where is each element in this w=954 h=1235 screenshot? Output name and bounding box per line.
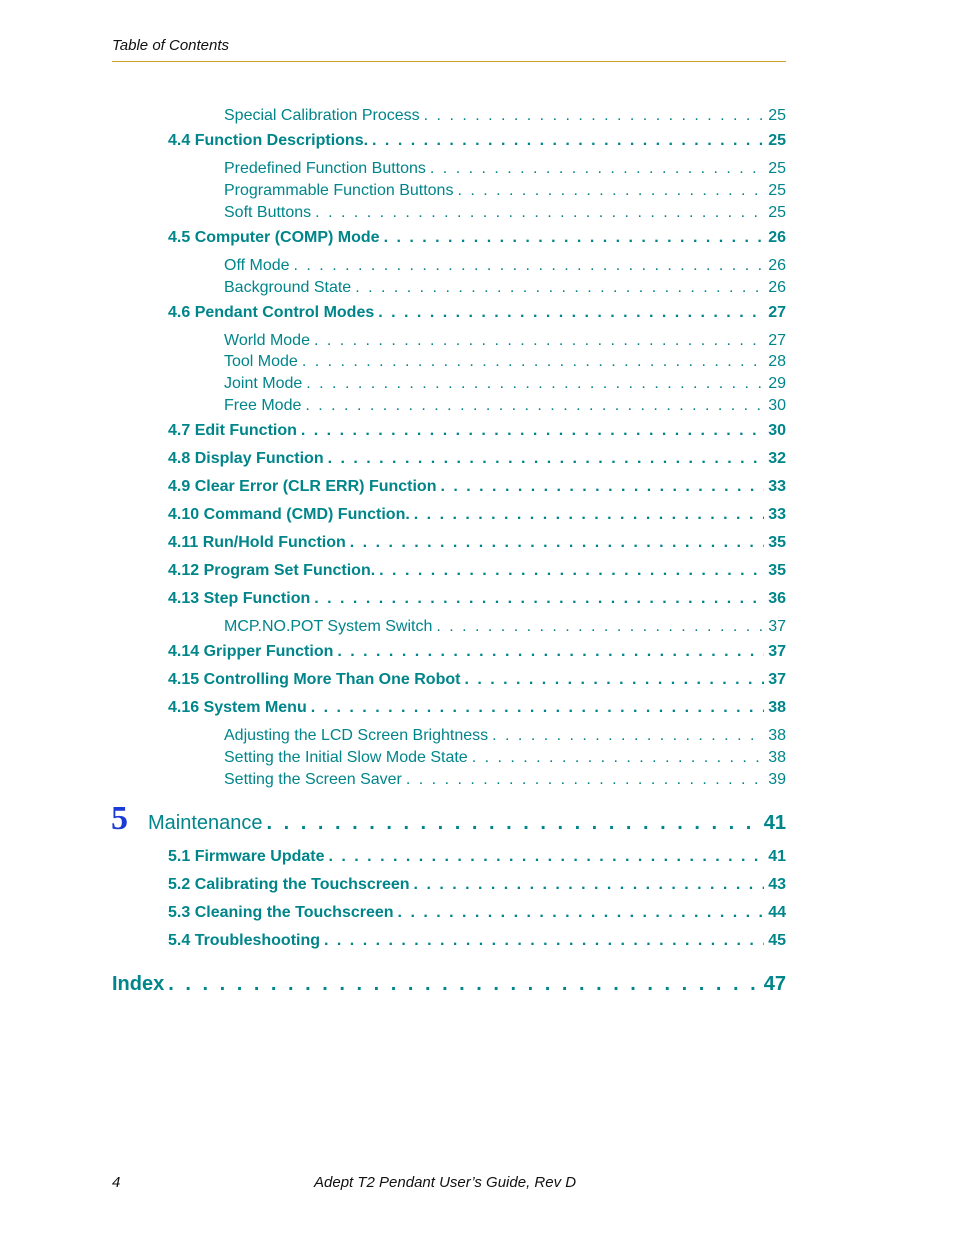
- toc-entry-programmable-function-buttons[interactable]: [224, 182, 786, 200]
- toc-entry-page: 37: [768, 671, 786, 688]
- toc-entry-background-state[interactable]: [224, 279, 786, 297]
- toc-entry-label: 4.11 Run/Hold Function: [168, 534, 346, 551]
- toc-entry-joint-mode[interactable]: [224, 375, 786, 393]
- toc-entry-page: 25: [768, 160, 786, 177]
- toc-entry-screen-saver[interactable]: [224, 771, 786, 789]
- toc-entry-edit-function[interactable]: [168, 422, 786, 440]
- toc-entry-label: Setting the Initial Slow Mode State: [224, 749, 468, 766]
- toc-chapter-maintenance[interactable]: [148, 812, 786, 835]
- toc-entry-label: 4.14 Gripper Function: [168, 643, 334, 660]
- toc-entry-label: Free Mode: [224, 397, 302, 414]
- toc-entry-system-menu[interactable]: [168, 699, 786, 717]
- toc-entry-page: 41: [763, 812, 786, 834]
- running-header: Table of Contents: [112, 37, 230, 54]
- toc-entry-page: 30: [768, 422, 786, 439]
- toc-entry-program-set-function[interactable]: [168, 562, 786, 580]
- toc-leader-dots: [379, 562, 764, 580]
- toc-entry-label: Maintenance: [148, 812, 263, 834]
- toc-entry-label: 4.9 Clear Error (CLR ERR) Function: [168, 478, 437, 495]
- toc-leader-dots: [414, 506, 764, 524]
- toc-entry-step-function[interactable]: [168, 590, 786, 608]
- toc-entry-tool-mode[interactable]: [224, 353, 786, 371]
- toc-entry-pendant-control-modes[interactable]: [168, 304, 786, 322]
- toc-entry-page: 38: [768, 699, 786, 716]
- toc-leader-dots: [306, 375, 764, 393]
- toc-entry-page: 33: [768, 478, 786, 495]
- toc-entry-free-mode[interactable]: [224, 397, 786, 415]
- chapter-number: 5: [111, 800, 128, 837]
- toc-entry-label: Special Calibration Process: [224, 107, 420, 124]
- toc-entry-page: 28: [768, 353, 786, 370]
- toc-entry-special-calibration-process[interactable]: [224, 107, 786, 125]
- toc-entry-label: World Mode: [224, 332, 310, 349]
- toc-entry-page: 26: [768, 279, 786, 296]
- toc-entry-label: 5.4 Troubleshooting: [168, 932, 321, 949]
- toc-entry-command-function[interactable]: [168, 506, 786, 524]
- toc-leader-dots: [267, 812, 760, 835]
- toc-leader-dots: [314, 332, 764, 350]
- toc-leader-dots: [311, 699, 764, 717]
- toc-entry-page: 25: [768, 132, 786, 149]
- toc-entry-page: 25: [768, 204, 786, 221]
- toc-entry-label: Joint Mode: [224, 375, 303, 392]
- toc-leader-dots: [424, 107, 765, 125]
- footer-document-title: Adept T2 Pendant User’s Guide, Rev D: [314, 1174, 577, 1191]
- toc-entry-label: 4.6 Pendant Control Modes: [168, 304, 375, 321]
- toc-leader-dots: [329, 848, 765, 866]
- toc-entry-page: 27: [768, 304, 786, 321]
- toc-entry-label: 5.3 Cleaning the Touchscreen: [168, 904, 394, 921]
- toc-entry-predefined-function-buttons[interactable]: [224, 160, 786, 178]
- toc-entry-page: 33: [768, 506, 786, 523]
- toc-entry-page: 43: [768, 876, 786, 893]
- toc-entry-label: 4.5 Computer (COMP) Mode: [168, 229, 380, 246]
- toc-entry-mcp-no-pot-system-switch[interactable]: [224, 618, 786, 636]
- toc-entry-page: 26: [768, 257, 786, 274]
- toc-entry-label: 4.4 Function Descriptions.: [168, 132, 369, 149]
- toc-entry-label: 4.7 Edit Function: [168, 422, 297, 439]
- toc-leader-dots: [301, 422, 764, 440]
- toc-entry-firmware-update[interactable]: [168, 848, 786, 866]
- toc-leader-dots: [305, 397, 764, 415]
- toc-leader-dots: [324, 932, 764, 950]
- toc-entry-label: 4.15 Controlling More Than One Robot: [168, 671, 461, 688]
- toc-entry-label: 4.16 System Menu: [168, 699, 307, 716]
- toc-entry-world-mode[interactable]: [224, 332, 786, 350]
- toc-entry-display-function[interactable]: [168, 450, 786, 468]
- toc-entry-label: Index: [112, 973, 165, 995]
- toc-entry-run-hold-function[interactable]: [168, 534, 786, 552]
- toc-entry-label: Predefined Function Buttons: [224, 160, 426, 177]
- toc-entry-page: 36: [768, 590, 786, 607]
- toc-leader-dots: [492, 727, 764, 745]
- toc-entry-label: Adjusting the LCD Screen Brightness: [224, 727, 489, 744]
- footer-page-number: 4: [112, 1174, 121, 1191]
- toc-leader-dots: [168, 973, 760, 996]
- toc-leader-dots: [294, 257, 765, 275]
- toc-entry-adjusting-lcd-brightness[interactable]: [224, 727, 786, 745]
- toc-leader-dots: [350, 534, 764, 552]
- toc-entry-gripper-function[interactable]: [168, 643, 786, 661]
- toc-entry-page: 41: [768, 848, 786, 865]
- toc-entry-calibrating-touchscreen[interactable]: [168, 876, 786, 894]
- toc-leader-dots: [398, 904, 765, 922]
- toc-entry-page: 44: [768, 904, 786, 921]
- toc-leader-dots: [302, 353, 764, 371]
- toc-leader-dots: [315, 204, 764, 222]
- toc-leader-dots: [355, 279, 764, 297]
- toc-entry-cleaning-touchscreen[interactable]: [168, 904, 786, 922]
- toc-leader-dots: [457, 182, 764, 200]
- toc-entry-page: 38: [768, 727, 786, 744]
- toc-entry-page: 26: [768, 229, 786, 246]
- toc-entry-soft-buttons[interactable]: [224, 204, 786, 222]
- toc-entry-page: 37: [768, 618, 786, 635]
- toc-entry-page: 29: [768, 375, 786, 392]
- toc-entry-label: 4.12 Program Set Function.: [168, 562, 376, 579]
- toc-index[interactable]: [112, 973, 786, 996]
- toc-entry-label: Soft Buttons: [224, 204, 312, 221]
- toc-leader-dots: [414, 876, 765, 894]
- toc-entry-page: 32: [768, 450, 786, 467]
- header-rule: [112, 61, 786, 62]
- toc-entry-off-mode[interactable]: [224, 257, 786, 275]
- toc-entry-label: Background State: [224, 279, 352, 296]
- toc-leader-dots: [337, 643, 764, 661]
- toc-entry-label: 4.10 Command (CMD) Function.: [168, 506, 410, 523]
- toc-entry-initial-slow-mode-state[interactable]: [224, 749, 786, 767]
- toc-leader-dots: [464, 671, 764, 689]
- toc-entry-function-descriptions[interactable]: [168, 132, 786, 150]
- toc-entry-label: Tool Mode: [224, 353, 298, 370]
- toc-leader-dots: [430, 160, 764, 178]
- toc-entry-controlling-more-than-one-robot[interactable]: [168, 671, 786, 689]
- toc-entry-page: 47: [763, 973, 786, 995]
- toc-leader-dots: [472, 749, 765, 767]
- toc-entry-page: 35: [768, 562, 786, 579]
- toc-entry-clear-error-function[interactable]: [168, 478, 786, 496]
- toc-leader-dots: [378, 304, 764, 322]
- toc-entry-page: 38: [768, 749, 786, 766]
- toc-entry-page: 37: [768, 643, 786, 660]
- toc-entry-page: 25: [768, 182, 786, 199]
- toc-entry-label: 4.13 Step Function: [168, 590, 311, 607]
- toc-entry-label: 5.1 Firmware Update: [168, 848, 325, 865]
- toc-leader-dots: [328, 450, 765, 468]
- toc-entry-label: Setting the Screen Saver: [224, 771, 402, 788]
- toc-entry-page: 27: [768, 332, 786, 349]
- toc-leader-dots: [440, 478, 764, 496]
- toc-entry-computer-mode[interactable]: [168, 229, 786, 247]
- toc-entry-label: MCP.NO.POT System Switch: [224, 618, 433, 635]
- toc-leader-dots: [436, 618, 764, 636]
- toc-leader-dots: [314, 590, 764, 608]
- toc-entry-page: 25: [768, 107, 786, 124]
- toc-entry-label: 5.2 Calibrating the Touchscreen: [168, 876, 410, 893]
- toc-entry-page: 35: [768, 534, 786, 551]
- toc-entry-page: 45: [768, 932, 786, 949]
- toc-entry-page: 39: [768, 771, 786, 788]
- toc-leader-dots: [384, 229, 765, 247]
- toc-leader-dots: [372, 132, 764, 150]
- toc-entry-label: 4.8 Display Function: [168, 450, 324, 467]
- toc-entry-label: Programmable Function Buttons: [224, 182, 454, 199]
- toc-entry-label: Off Mode: [224, 257, 290, 274]
- toc-entry-troubleshooting[interactable]: [168, 932, 786, 950]
- toc-leader-dots: [406, 771, 764, 789]
- toc-entry-page: 30: [768, 397, 786, 414]
